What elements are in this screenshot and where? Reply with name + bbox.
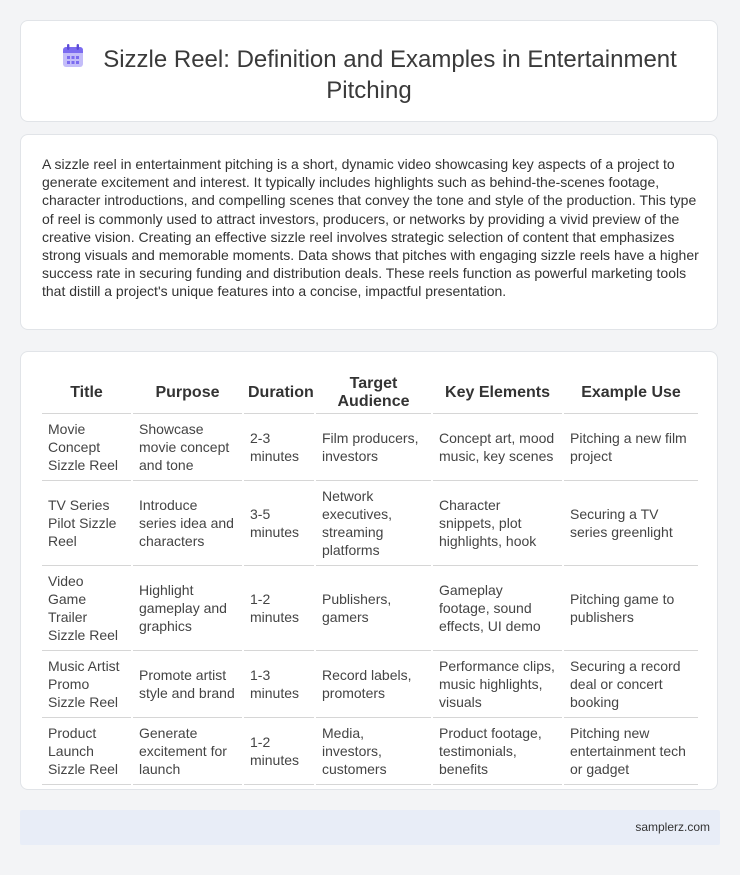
cell-example-use: Pitching game to publishers bbox=[563, 566, 698, 651]
cell-purpose: Promote artist style and brand bbox=[132, 651, 243, 718]
cell-purpose: Showcase movie concept and tone bbox=[132, 414, 243, 481]
cell-target-audience: Media, investors, customers bbox=[315, 718, 432, 785]
cell-title: Video Game Trailer Sizzle Reel bbox=[42, 566, 132, 651]
intro-paragraph: A sizzle reel in entertainment pitching is a short, dynamic video showcasing key aspects of a project to generate excitement and interest. It typically includes highlights such as behind-the-scenes footage, character introductions, and compelling scenes that convey the tone and style of the production. This type of reel is commonly used to attract investors, producers, or networks by providing a vivid preview of the creative vision. Creating an effective sizzle reel involves strategic selection of content that emphasizes strong visuals and memorable moments. Data shows that pitches with engaging sizzle reels have a higher success rate in securing funding and distribution deals. These reels function as powerful marketing tools that distill a project's unique features into a concise, impactful presentation. bbox=[42, 156, 699, 300]
table-row bbox=[42, 566, 698, 651]
header-key-elements: Key Elements bbox=[432, 372, 563, 414]
cell-target-audience: Publishers, gamers bbox=[315, 566, 432, 651]
cell-duration: 2-3 minutes bbox=[243, 414, 315, 481]
cell-target-audience: Network executives, streaming platforms bbox=[315, 481, 432, 566]
header-target-audience: Target Audience bbox=[315, 372, 432, 414]
cell-duration: 1-2 minutes bbox=[243, 718, 315, 785]
title-card bbox=[20, 20, 718, 122]
cell-title: Movie Concept Sizzle Reel bbox=[42, 414, 132, 481]
table-row bbox=[42, 414, 698, 481]
cell-purpose: Generate excitement for launch bbox=[132, 718, 243, 785]
table-card bbox=[20, 351, 718, 790]
header-duration: Duration bbox=[243, 372, 315, 414]
cell-title: Music Artist Promo Sizzle Reel bbox=[42, 651, 132, 718]
cell-title: TV Series Pilot Sizzle Reel bbox=[42, 481, 132, 566]
cell-target-audience: Record labels, promoters bbox=[315, 651, 432, 718]
cell-key-elements: Character snippets, plot highlights, hook bbox=[432, 481, 563, 566]
cell-example-use: Pitching new entertainment tech or gadget bbox=[563, 718, 698, 785]
cell-title: Product Launch Sizzle Reel bbox=[42, 718, 132, 785]
footer-site-link[interactable]: samplerz.com bbox=[635, 820, 710, 834]
header-example-use: Example Use bbox=[563, 372, 698, 414]
cell-example-use: Pitching a new film project bbox=[563, 414, 698, 481]
comparison-table bbox=[42, 372, 698, 785]
cell-target-audience: Film producers, investors bbox=[315, 414, 432, 481]
cell-purpose: Introduce series idea and characters bbox=[132, 481, 243, 566]
table-row bbox=[42, 651, 698, 718]
intro-card bbox=[20, 134, 718, 330]
cell-duration: 1-2 minutes bbox=[243, 566, 315, 651]
page-title bbox=[21, 43, 717, 105]
cell-key-elements: Gameplay footage, sound effects, UI demo bbox=[432, 566, 563, 651]
cell-duration: 3-5 minutes bbox=[243, 481, 315, 566]
cell-duration: 1-3 minutes bbox=[243, 651, 315, 718]
table-row bbox=[42, 718, 698, 785]
header-title: Title bbox=[42, 372, 132, 414]
page-title-text: Sizzle Reel: Definition and Examples in Entertainment Pitching bbox=[103, 46, 677, 104]
table-header-row bbox=[42, 372, 698, 414]
cell-key-elements: Product footage, testimonials, benefits bbox=[432, 718, 563, 785]
calendar-icon bbox=[61, 43, 85, 76]
cell-key-elements: Concept art, mood music, key scenes bbox=[432, 414, 563, 481]
header-purpose: Purpose bbox=[132, 372, 243, 414]
cell-purpose: Highlight gameplay and graphics bbox=[132, 566, 243, 651]
footer bbox=[20, 810, 720, 845]
cell-key-elements: Performance clips, music highlights, visuals bbox=[432, 651, 563, 718]
cell-example-use: Securing a TV series greenlight bbox=[563, 481, 698, 566]
table-row bbox=[42, 481, 698, 566]
cell-example-use: Securing a record deal or concert booking bbox=[563, 651, 698, 718]
